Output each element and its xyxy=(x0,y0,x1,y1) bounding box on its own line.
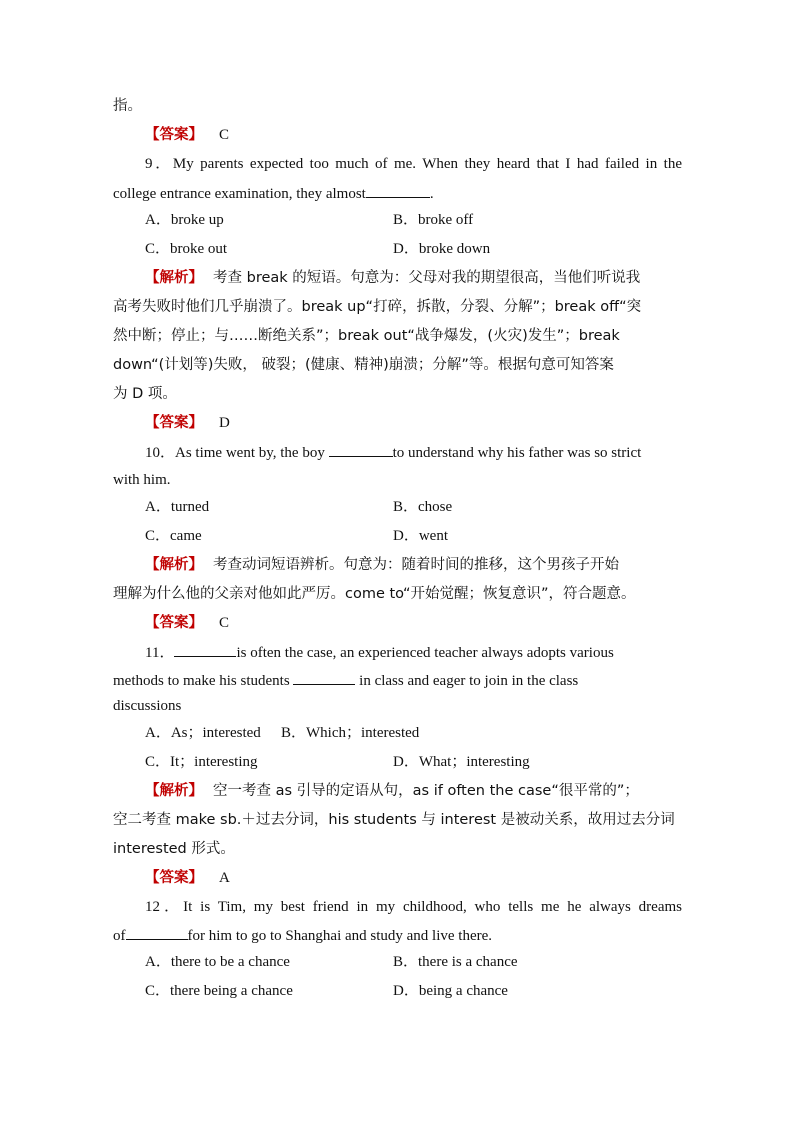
answer-value: D xyxy=(219,415,230,431)
option-d: D．being a chance xyxy=(393,983,508,999)
answer-value: A xyxy=(219,870,230,886)
analysis-line-q9-2: 高考失败时他们几乎崩溃了。break up“打碎，拆散，分裂、分解”；break off“突 xyxy=(113,299,642,315)
answer-line-q9 xyxy=(145,413,682,433)
answer-blank xyxy=(126,925,188,940)
answer-blank xyxy=(174,642,236,657)
question-9-line-2: college entrance examination, they almost . xyxy=(113,183,682,204)
analysis-line-q9-1: 【解析】 考查 break 的短语。句意为：父母对我的期望很高，当他们听说我 xyxy=(145,270,641,286)
option-b: B．there is a chance xyxy=(393,954,518,970)
option-b: B．Which；interested xyxy=(281,725,420,741)
analysis-line-q9-4: down“(计划等)失败， 破裂；(健康、精神)崩溃；分解”等。根据句意可知答案 xyxy=(113,357,614,373)
analysis-line-q11-3: interested 形式。 xyxy=(113,841,235,857)
analysis-line-q11-1: 【解析】 空一考查 as 引导的定语从句，as if often the case“很平常的”； xyxy=(145,783,639,799)
analysis-label: 【解析】 xyxy=(145,557,203,573)
answer-blank xyxy=(366,183,430,198)
option-d: D．What；interesting xyxy=(393,754,530,770)
question-11-line-2: methods to make his students in class and eager to join in the class xyxy=(113,670,682,691)
option-c: C．It；interesting xyxy=(145,754,258,770)
option-d: D．went xyxy=(393,528,448,544)
answer-label: 【答案】 xyxy=(145,415,203,431)
analysis-line-q10-1: 【解析】 考查动词短语辨析。句意为：随着时间的推移，这个男孩子开始 xyxy=(145,557,619,573)
answer-blank xyxy=(329,442,393,457)
option-c: C．there being a chance xyxy=(145,983,293,999)
analysis-line-q9-3: 然中断；停止；与……断绝关系”；break out“战争爆发，(火灾)发生”；break xyxy=(113,328,620,344)
option-b: B．broke off xyxy=(393,212,474,228)
analysis-line-q11-2: 空二考查 make sb.＋过去分词，his students 与 interest 是被动关系，故用过去分词 xyxy=(113,812,675,828)
option-a: A．As；interested xyxy=(145,725,261,741)
analysis-line-q9-5: 为 D 项。 xyxy=(113,386,177,402)
answer-label: 【答案】 xyxy=(145,870,203,886)
option-c: C．broke out xyxy=(145,241,228,257)
answer-line-q11 xyxy=(145,868,682,888)
question-12-line-1: 12．It is Tim, my best friend in my childhood, who tells me he always dreams xyxy=(145,899,682,915)
answer-line-q8 xyxy=(145,125,682,145)
question-10-line-2: with him. xyxy=(113,472,171,488)
option-b: B．chose xyxy=(393,499,453,515)
option-c: C．came xyxy=(145,528,202,544)
option-d: D．broke down xyxy=(393,241,491,257)
question-10-line-1: 10．As time went by, the boy to understand why his father was so strict xyxy=(145,442,682,463)
answer-label: 【答案】 xyxy=(145,127,203,143)
option-a: A．there to be a chance xyxy=(145,954,290,970)
answer-value: C xyxy=(219,615,230,631)
answer-line-q10 xyxy=(145,613,682,633)
analysis-label: 【解析】 xyxy=(145,270,203,286)
answer-value: C xyxy=(219,127,230,143)
continued-text: 指。 xyxy=(113,98,142,114)
analysis-line-q10-2: 理解为什么他的父亲对他如此严厉。come to“开始觉醒；恢复意识”，符合题意。 xyxy=(113,586,636,602)
option-a: A．turned xyxy=(145,499,210,515)
question-9-line-1: 9．My parents expected too much of me. When they heard that I had failed in the xyxy=(145,156,682,172)
question-11-line-3: discussions xyxy=(113,698,182,714)
answer-blank xyxy=(293,670,355,685)
analysis-label: 【解析】 xyxy=(145,783,203,799)
option-a: A．broke up xyxy=(145,212,224,228)
question-12-line-2: of for him to go to Shanghai and study and live there. xyxy=(113,925,682,946)
question-11-line-1: 11． is often the case, an experienced teacher always adopts various xyxy=(145,642,682,663)
answer-label: 【答案】 xyxy=(145,615,203,631)
